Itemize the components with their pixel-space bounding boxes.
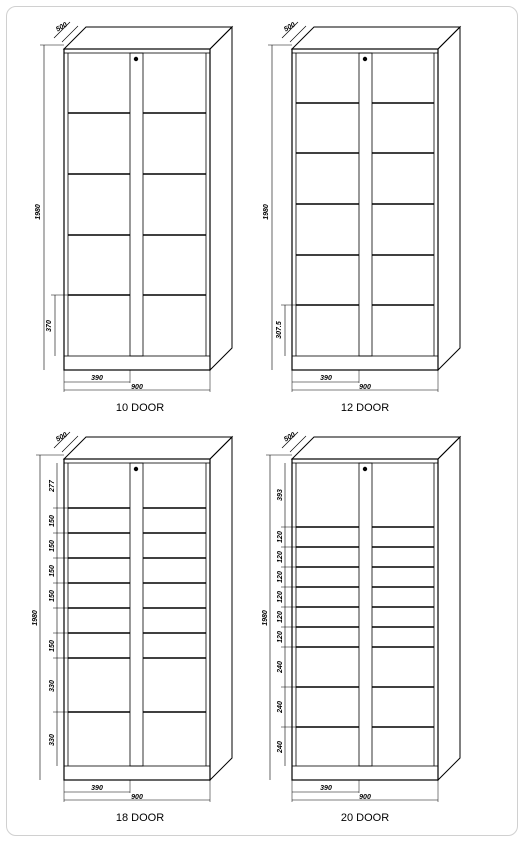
door-height-label: 120	[277, 611, 284, 623]
door-height-label: 120	[277, 571, 284, 583]
plinth	[64, 356, 210, 370]
side-panel	[210, 27, 232, 370]
front-frame	[64, 49, 210, 370]
depth-label: 500	[55, 21, 69, 34]
width-label: 900	[131, 384, 143, 391]
door-height-label: 120	[277, 551, 284, 563]
door-height-label: 240	[277, 701, 284, 713]
cabinet-10-door	[35, 22, 232, 414]
width-label: 900	[359, 794, 371, 801]
half-width-label: 390	[91, 785, 103, 792]
cabinet-title: 10 DOOR	[115, 402, 165, 414]
door-height-label: 120	[277, 631, 284, 643]
front-frame	[292, 459, 438, 780]
top-panel	[292, 437, 460, 459]
half-width-label: 390	[91, 375, 103, 382]
bottom-door-label: 370	[46, 320, 53, 332]
front-frame	[64, 459, 210, 780]
width-label: 900	[359, 384, 371, 391]
door-height-label: 150	[49, 640, 56, 652]
center-post	[359, 53, 372, 356]
cabinet-12-door	[263, 22, 460, 414]
cabinet-title: 12 DOOR	[340, 402, 390, 414]
door-height-label: 150	[49, 590, 56, 602]
width-label: 900	[131, 794, 143, 801]
cabinet-title: 18 DOOR	[115, 812, 165, 824]
door-height-label: 330	[49, 734, 56, 746]
top-panel	[292, 27, 460, 49]
depth-label: 500	[283, 21, 297, 34]
cabinet-title: 20 DOOR	[340, 812, 390, 824]
side-panel	[438, 437, 460, 780]
half-width-label: 390	[320, 785, 332, 792]
height-label: 1980	[35, 204, 42, 220]
bottom-door-label: 307.5	[276, 321, 283, 339]
front-frame	[292, 49, 438, 370]
half-width-label: 390	[320, 375, 332, 382]
height-label: 1980	[263, 204, 270, 220]
center-post	[130, 463, 143, 766]
door-height-label: 120	[277, 591, 284, 603]
plinth	[292, 766, 438, 780]
door-height-label: 330	[49, 680, 56, 692]
depth-label: 500	[55, 431, 69, 444]
depth-label: 500	[283, 431, 297, 444]
height-label: 1980	[32, 610, 39, 626]
door-height-label: 150	[49, 565, 56, 577]
lock-icon	[363, 57, 367, 61]
lock-icon	[134, 467, 138, 471]
door-height-label: 120	[277, 531, 284, 543]
door-height-label: 150	[49, 515, 56, 527]
cabinet-18-door	[32, 432, 232, 824]
cabinet-20-door	[262, 432, 460, 824]
side-panel	[210, 437, 232, 780]
height-label: 1980	[262, 610, 269, 626]
door-height-label: 240	[277, 661, 284, 673]
center-post	[130, 53, 143, 356]
plinth	[292, 356, 438, 370]
door-height-label: 393	[277, 489, 284, 501]
lock-icon	[134, 57, 138, 61]
door-height-label: 240	[277, 741, 284, 753]
door-height-label: 277	[49, 480, 56, 492]
top-panel	[64, 27, 232, 49]
center-post	[359, 463, 372, 766]
plinth	[64, 766, 210, 780]
lock-icon	[363, 467, 367, 471]
door-height-label: 150	[49, 540, 56, 552]
side-panel	[438, 27, 460, 370]
top-panel	[64, 437, 232, 459]
